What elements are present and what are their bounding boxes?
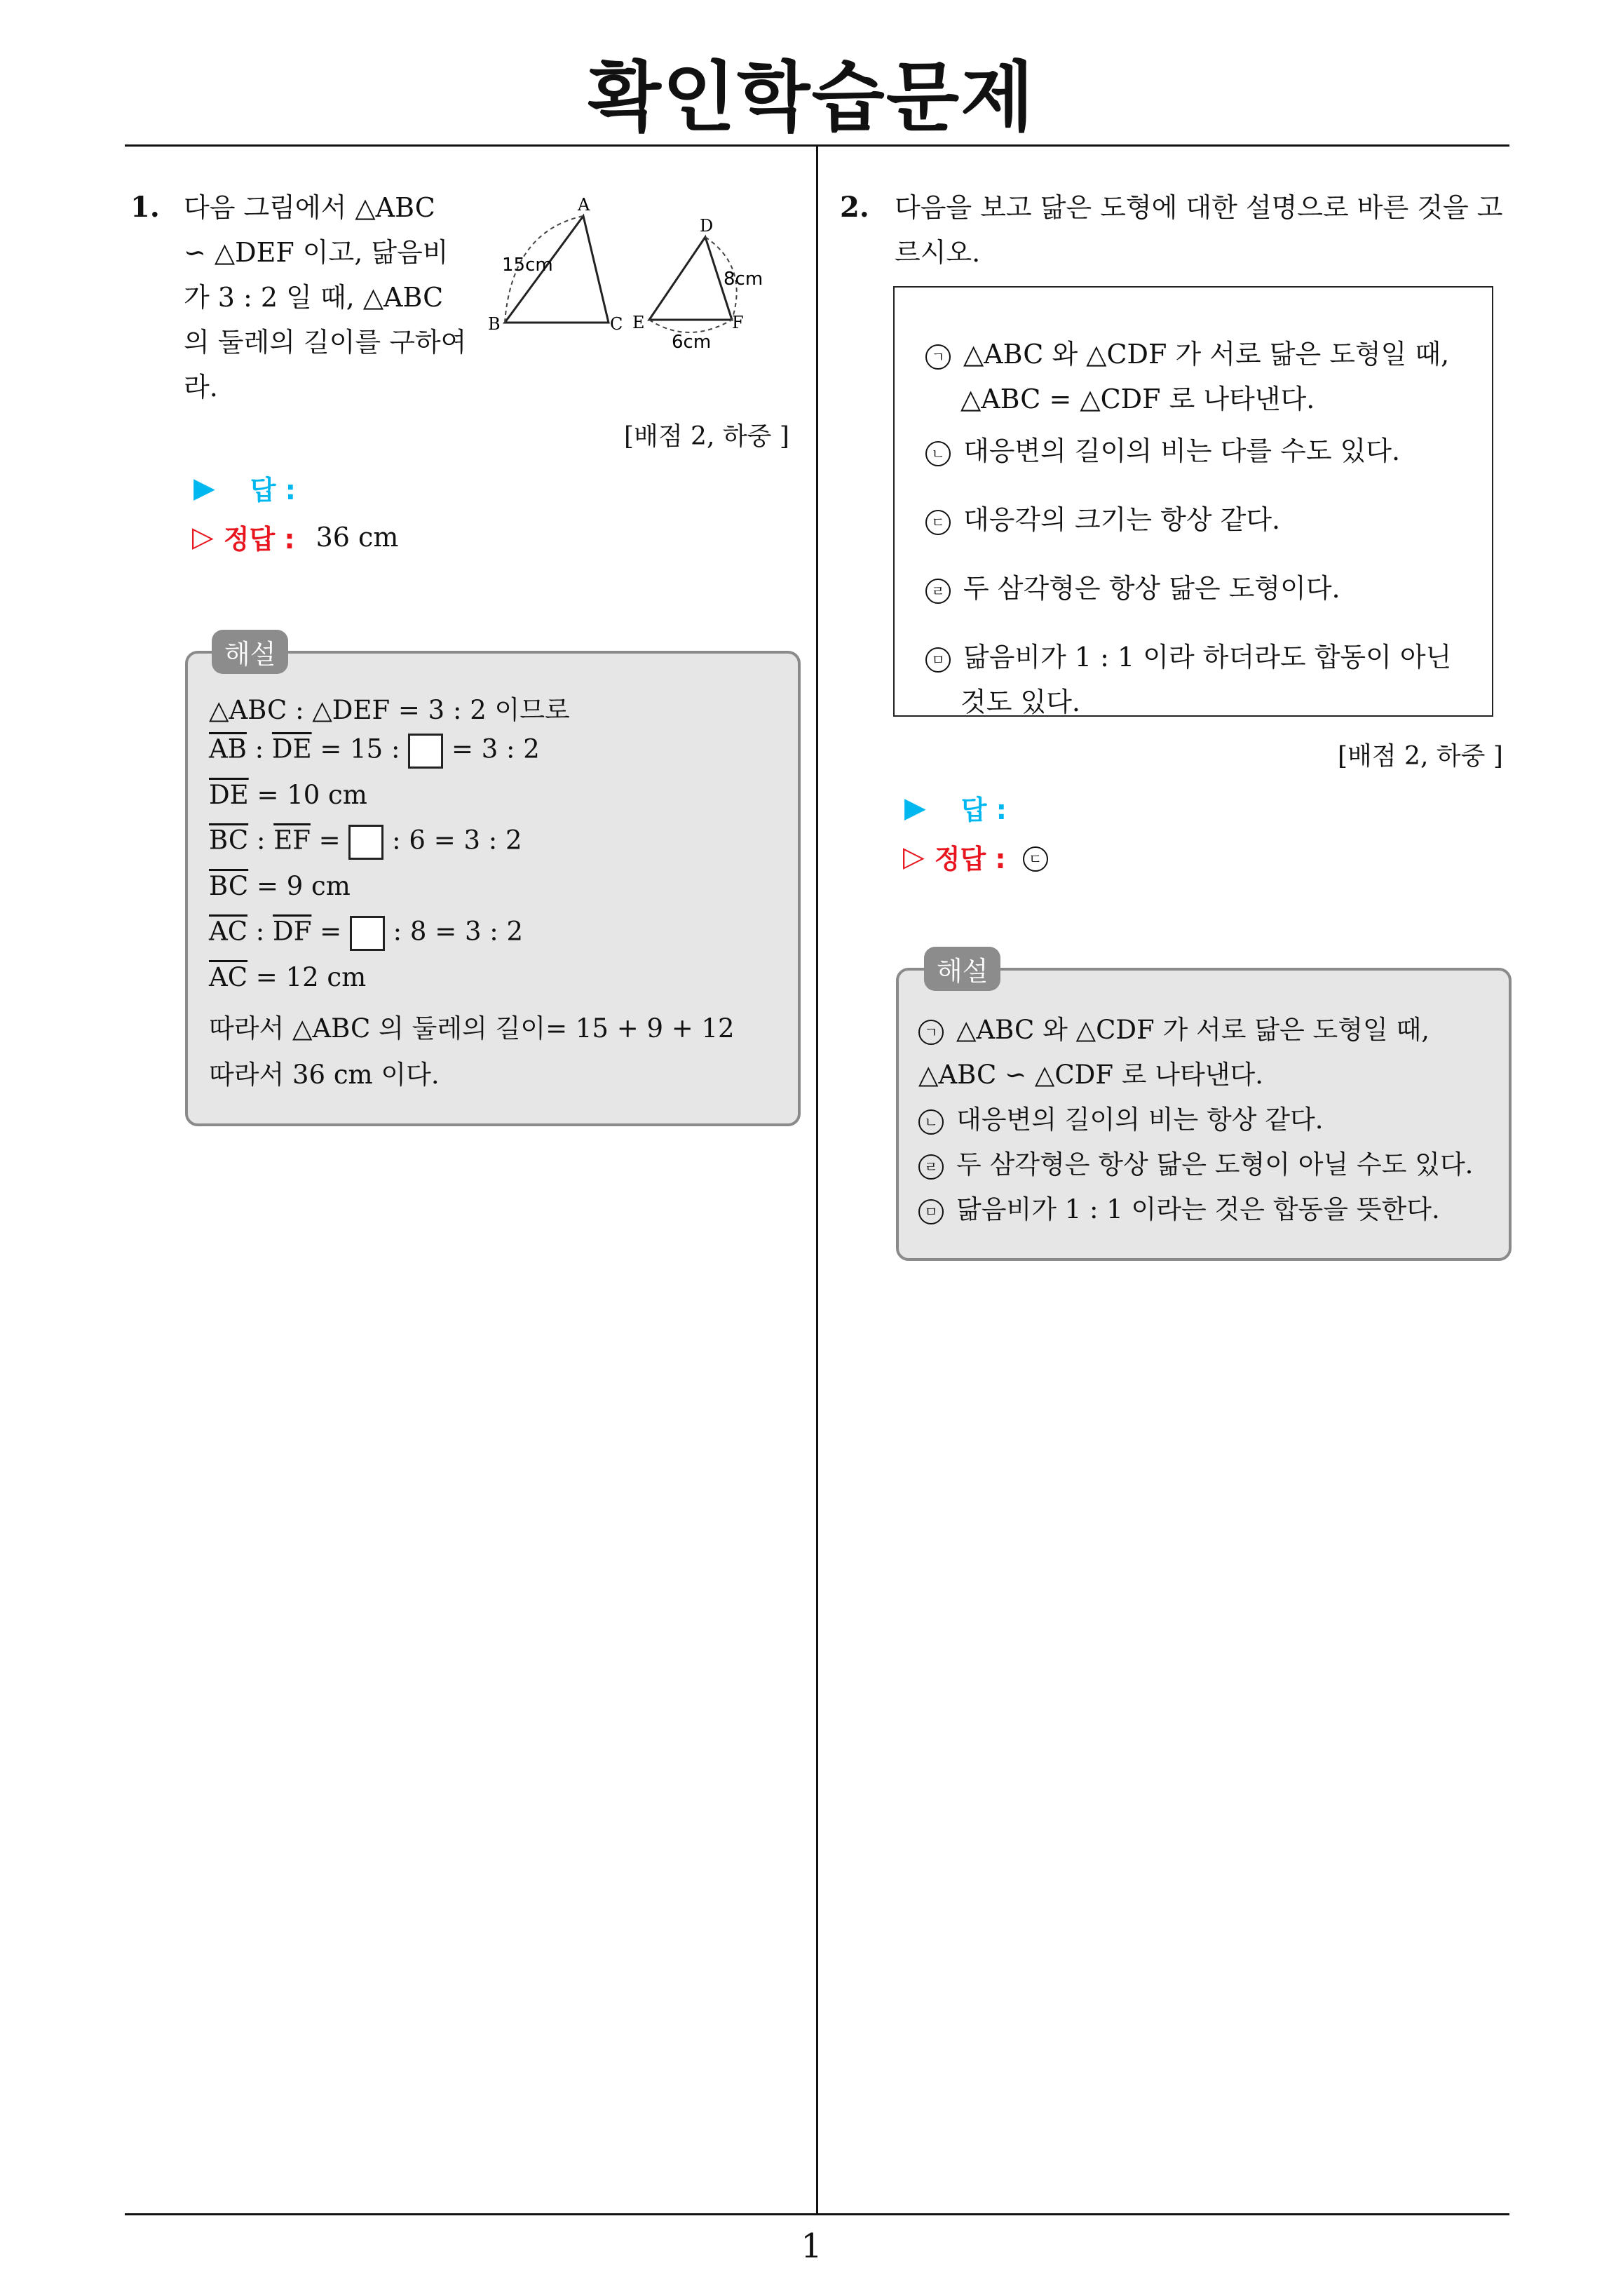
q2-correct-row xyxy=(903,837,1048,876)
equation-part: : 6 = 3 : 2 xyxy=(383,825,522,856)
q2-solution-tag: 해설 xyxy=(924,947,1000,991)
q2-number: 2. xyxy=(840,191,869,224)
q2-question-text xyxy=(895,185,1512,275)
equation-part: = 15 : xyxy=(311,734,409,764)
q2-choice-3[interactable] xyxy=(925,498,1280,536)
solution-text: △ABC 와 △CDF 가 서로 닮은 도형일 때, xyxy=(956,1015,1430,1045)
q1-answer-label: 답 : xyxy=(250,475,296,506)
q1-number: 1. xyxy=(130,191,160,224)
circled-letter-icon: ㄴ xyxy=(925,441,951,466)
circled-letter-icon: ㄹ xyxy=(925,579,951,604)
q2-points: [배점 2, 하중 ] xyxy=(1338,742,1503,771)
label-a: A xyxy=(578,195,590,215)
play-arrow-icon: ▶ xyxy=(193,471,215,504)
q1-solution-line: 따라서 △ABC 의 둘레의 길이= 15 + 9 + 12 xyxy=(209,1013,735,1044)
q1-question-text xyxy=(184,185,478,410)
q2-solution-line xyxy=(918,1008,1430,1046)
q1-correct-value: 36 cm xyxy=(315,521,399,553)
q2-answer-label: 답 : xyxy=(960,795,1007,825)
q1-solution-line xyxy=(209,916,523,951)
circled-letter-icon: ㄱ xyxy=(918,1020,944,1045)
q2-choice-5[interactable] xyxy=(925,635,1451,674)
choice-text: 닮음비가 1 : 1 이라 하더라도 합동이 아닌 xyxy=(963,642,1452,673)
q1-text-line: ∽ △DEF 이고, 닮음비 xyxy=(184,237,449,268)
equation-part: = 12 cm xyxy=(247,962,367,992)
equation-part: = 3 : 2 xyxy=(443,734,540,764)
q2-choice-5-cont: 것도 있다. xyxy=(960,687,1080,717)
blank-box[interactable] xyxy=(348,825,383,860)
q1-text-line: 다음 그림에서 △ABC xyxy=(184,192,435,223)
q2-choice-2[interactable] xyxy=(925,429,1400,468)
segment-de: $\overline{DE}$ xyxy=(209,780,249,810)
label-c: C xyxy=(610,314,623,334)
choice-text: 대응변의 길이의 비는 다를 수도 있다. xyxy=(963,435,1401,466)
q1-points: [배점 2, 하중 ] xyxy=(624,422,789,451)
q1-solution-tag: 해설 xyxy=(212,630,288,674)
ratio-colon: : xyxy=(247,916,273,947)
q2-choice-1[interactable] xyxy=(925,332,1449,371)
play-arrow-icon: ▶ xyxy=(904,791,926,824)
q2-choice-4[interactable] xyxy=(925,567,1340,605)
q1-solution-line: △ABC : △DEF = 3 : 2 이므로 xyxy=(209,695,570,725)
circled-letter-icon: ㄴ xyxy=(918,1109,944,1135)
q2-text-line: 다음을 보고 닮은 도형에 대한 설명으로 바른 것을 고 xyxy=(895,192,1503,223)
q1-correct-row xyxy=(192,518,398,556)
segment-bc: $\overline{BC}$ xyxy=(209,871,249,901)
outline-arrow-icon: ▷ xyxy=(903,840,925,873)
choice-text: 대응각의 크기는 항상 같다. xyxy=(963,504,1281,535)
solution-text: 닮음비가 1 : 1 이라는 것은 합동을 뜻한다. xyxy=(956,1194,1440,1224)
equation-part: = 9 cm xyxy=(248,871,351,901)
equation-part: = 10 cm xyxy=(248,780,367,810)
circled-letter-icon: ㅁ xyxy=(918,1199,944,1224)
q2-text-line: 르시오. xyxy=(895,237,981,268)
segment-ac: $\overline{AC}$ xyxy=(209,916,248,947)
q2-solution-line xyxy=(918,1098,1323,1136)
q2-correct-value xyxy=(1023,842,1048,872)
footer-rule xyxy=(125,2213,1509,2215)
ratio-colon: : xyxy=(248,825,274,856)
label-e: E xyxy=(632,313,645,332)
solution-text: 두 삼각형은 항상 닮은 도형이 아닐 수도 있다. xyxy=(956,1149,1474,1180)
circled-letter-icon: ㄷ xyxy=(1023,846,1048,872)
q2-solution-line xyxy=(918,1188,1440,1226)
circled-letter-icon: ㄱ xyxy=(925,344,951,370)
q1-solution-line xyxy=(209,962,366,992)
q1-solution-line xyxy=(209,780,367,810)
segment-df: $\overline{DF}$ xyxy=(273,916,312,947)
segment-ab: $\overline{AB}$ xyxy=(209,734,247,764)
label-b: B xyxy=(488,314,501,334)
q2-correct-label: 정답 : xyxy=(934,844,1006,874)
circled-letter-icon: ㅁ xyxy=(925,647,951,673)
equation-part: : 8 = 3 : 2 xyxy=(384,916,524,947)
ratio-colon: : xyxy=(246,734,272,764)
circled-letter-icon: ㄹ xyxy=(918,1154,944,1180)
segment-de: $\overline{DE}$ xyxy=(271,734,312,764)
length-ab: 15cm xyxy=(502,255,553,276)
equation-part: = xyxy=(310,825,349,856)
choice-text: 두 삼각형은 항상 닮은 도형이다. xyxy=(963,573,1340,604)
q1-text-line: 의 둘레의 길이를 구하여 xyxy=(184,327,467,358)
arc-ef xyxy=(649,320,732,332)
q1-text-line: 가 3 : 2 일 때, △ABC xyxy=(184,282,444,313)
length-ef: 6cm xyxy=(672,332,712,353)
solution-text: 대응변의 길이의 비는 항상 같다. xyxy=(956,1105,1324,1135)
page-title: 확인학습문제 xyxy=(588,54,1035,142)
blank-box[interactable] xyxy=(408,734,443,769)
length-df: 8cm xyxy=(724,269,763,290)
q2-solution-line xyxy=(918,1143,1473,1181)
q2-solution-line: △ABC ∽ △CDF 로 나타낸다. xyxy=(918,1060,1263,1090)
q1-answer-row[interactable] xyxy=(193,468,296,507)
label-d: D xyxy=(700,216,714,236)
circled-letter-icon: ㄷ xyxy=(925,510,951,535)
q1-solution-line xyxy=(209,734,540,769)
choice-text: △ABC 와 △CDF 가 서로 닮은 도형일 때, xyxy=(963,339,1450,370)
equation-part: = xyxy=(311,916,350,947)
q1-text-line: 라. xyxy=(184,372,218,403)
segment-ac: $\overline{AC}$ xyxy=(209,962,248,992)
q1-triangle-figure xyxy=(484,189,785,358)
q1-correct-label: 정답 : xyxy=(223,524,295,555)
outline-arrow-icon: ▷ xyxy=(192,520,214,553)
blank-box[interactable] xyxy=(350,916,385,951)
page-number: 1 xyxy=(801,2227,822,2266)
q2-choice-1-cont: △ABC = △CDF 로 나타낸다. xyxy=(960,384,1315,414)
segment-ef: $\overline{EF}$ xyxy=(273,825,311,856)
q1-solution-line xyxy=(209,825,522,860)
segment-bc: $\overline{BC}$ xyxy=(209,825,249,856)
label-f: F xyxy=(732,313,744,332)
q1-solution-line: 따라서 36 cm 이다. xyxy=(209,1060,440,1090)
q2-answer-row[interactable] xyxy=(904,788,1007,827)
column-divider xyxy=(816,146,818,2215)
q1-solution-line xyxy=(209,871,351,901)
